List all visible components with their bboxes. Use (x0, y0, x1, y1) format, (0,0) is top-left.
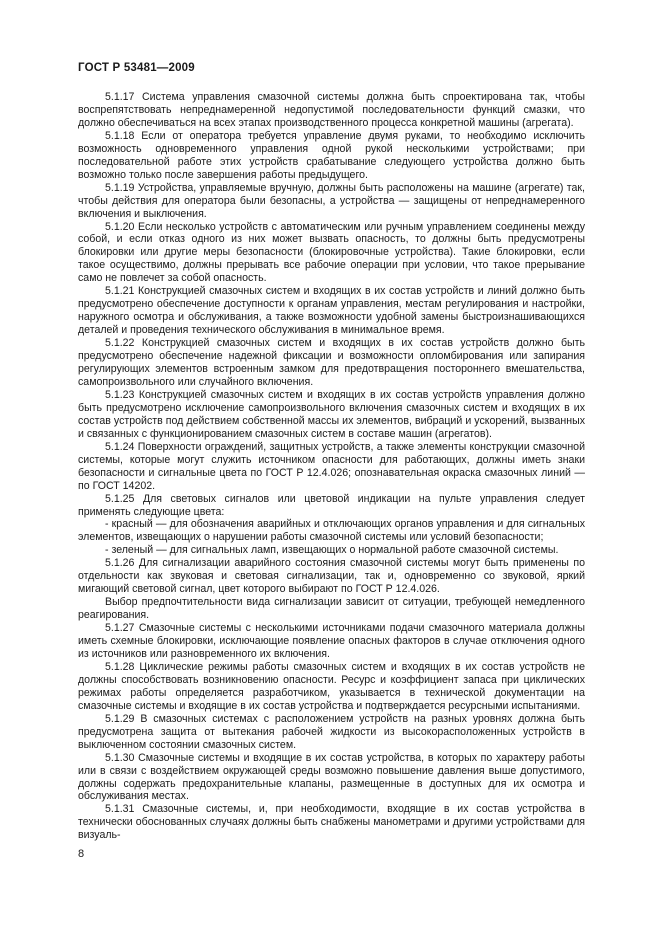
clause-5-1-23: 5.1.23 Конструкцией смазочных систем и входящих в их состав устройств управления должно быть предусмотрено исключение самопроизвольного включения смазочных систем и входящих в их состав устройств под действием собственной массы их элементов, вибраций и ускорений, вызванных и связанных с функционированием смазочных систем в составе машин (агрегатов). (78, 388, 585, 440)
document-header: ГОСТ Р 53481—2009 (78, 62, 195, 74)
clause-5-1-24: 5.1.24 Поверхности ограждений, защитных устройств, а также элементы конструкции смазочной системы, которые могут служить источником опасности для работающих, должны иметь знаки безопасности и сигнальные цвета по ГОСТ Р 12.4.026; опознавательная окраска смазочных линий — по ГОСТ 14202. (78, 440, 585, 492)
clause-5-1-20: 5.1.20 Если несколько устройств с автоматическим или ручным управлением соединены между собой, и если отказ одного из них может вызвать опасность, то должны быть предусмотрены блокировки или другие меры безопасности (блокировочные устройства). Такие блокировки, если такое осуществимо, должны прерывать все рабочие операции при условии, что такое прерывание само не повлечет за собой опасность. (78, 220, 585, 285)
bullet-red-signal: - красный — для обозначения аварийных и отключающих органов управления и для сигнальных элементов, извещающих о нарушении работы смазочной системы или условий безопасности; (78, 518, 585, 544)
document-body (78, 91, 585, 842)
clause-5-1-25: 5.1.25 Для световых сигналов или цветовой индикации на пульте управления следует применять следующие цвета: (78, 492, 585, 518)
clause-5-1-26-continuation: Выбор предпочтительности вида сигнализации зависит от ситуации, требующей немедленного реагирования. (78, 596, 585, 622)
clause-5-1-21: 5.1.21 Конструкцией смазочных систем и входящих в их состав устройств и линий должно быть предусмотрено обеспечение доступности к органам управления, местам регулирования и настройки, наружного осмотра и обслуживания, а также возможности удобной замены быстроизнашивающихся деталей и проведения технического обслуживания в минимальное время. (78, 285, 585, 337)
clause-5-1-30: 5.1.30 Смазочные системы и входящие в их состав устройства, в которых по характеру работы или в связи с воздействием окружающей среды возможно повышение давления выше допустимого, должны содержать предохранительные клапаны, размещенные в доступных для их осмотра и обслуживания местах. (78, 751, 585, 803)
clause-5-1-27: 5.1.27 Смазочные системы с несколькими источниками подачи смазочного материала должны иметь схемные блокировки, исключающие появление опасных факторов в случае отключения одного из источников или разновременного их включения. (78, 622, 585, 660)
page-number: 8 (78, 848, 85, 860)
clause-5-1-28: 5.1.28 Циклические режимы работы смазочных систем и входящих в их состав устройств не должны способствовать возникновению опасности. Ресурс и коэффициент запаса при циклических режимах работы определяется разработчиком, указывается в технической документации на смазочные системы и входящие в их состав устройства и подтверждается ресурсными испытаниями. (78, 660, 585, 712)
clause-5-1-18: 5.1.18 Если от оператора требуется управление двумя руками, то необходимо исключить возможность одновременного управления одной рукой несколькими устройствами; при последовательной работе этих устройств срабатывание следующего устройства должно быть возможно только после завершения работы предыдущего. (78, 129, 585, 181)
clause-5-1-22: 5.1.22 Конструкцией смазочных систем и входящих в их состав устройств должно быть предусмотрено обеспечение надежной фиксации и возможности опломбирования или запирания регулирующих элементов встроенным замком для предотвращения постороннего вмешательства, самопроизвольного или случайного включения. (78, 337, 585, 388)
clause-5-1-31: 5.1.31 Смазочные системы, и, при необходимости, входящие в их состав устройства в технически обоснованных случаях должны быть снабжены манометрами и другими устройствами для визуаль- (78, 803, 585, 842)
clause-5-1-17: 5.1.17 Система управления смазочной системы должна быть спроектирована так, чтобы воспрепятствовать непреднамеренной недопустимой последовательности функций смазки, что должно обеспечиваться на всех этапах производственного процесса конкретной машины (агрегата). (78, 91, 585, 129)
clause-5-1-26: 5.1.26 Для сигнализации аварийного состояния смазочной системы могут быть применены по отдельности как звуковая и световая сигнализации, так и, одновременно со звуковой, яркий мигающий световой сигнал, цвет которого выбирают по ГОСТ Р 12.4.026. (78, 557, 585, 596)
clause-5-1-19: 5.1.19 Устройства, управляемые вручную, должны быть расположены на машине (агрегате) так, чтобы действия для оператора были безопасны, а устройства — защищены от непреднамеренного включения и выключения. (78, 181, 585, 220)
clause-5-1-29: 5.1.29 В смазочных системах с расположением устройств на разных уровнях должна быть предусмотрена защита от вытекания рабочей жидкости из высокорасположенных устройств в выключенном состоянии смазочных систем. (78, 712, 585, 751)
bullet-green-signal: - зеленый — для сигнальных ламп, извещающих о нормальной работе смазочной системы. (105, 544, 559, 557)
